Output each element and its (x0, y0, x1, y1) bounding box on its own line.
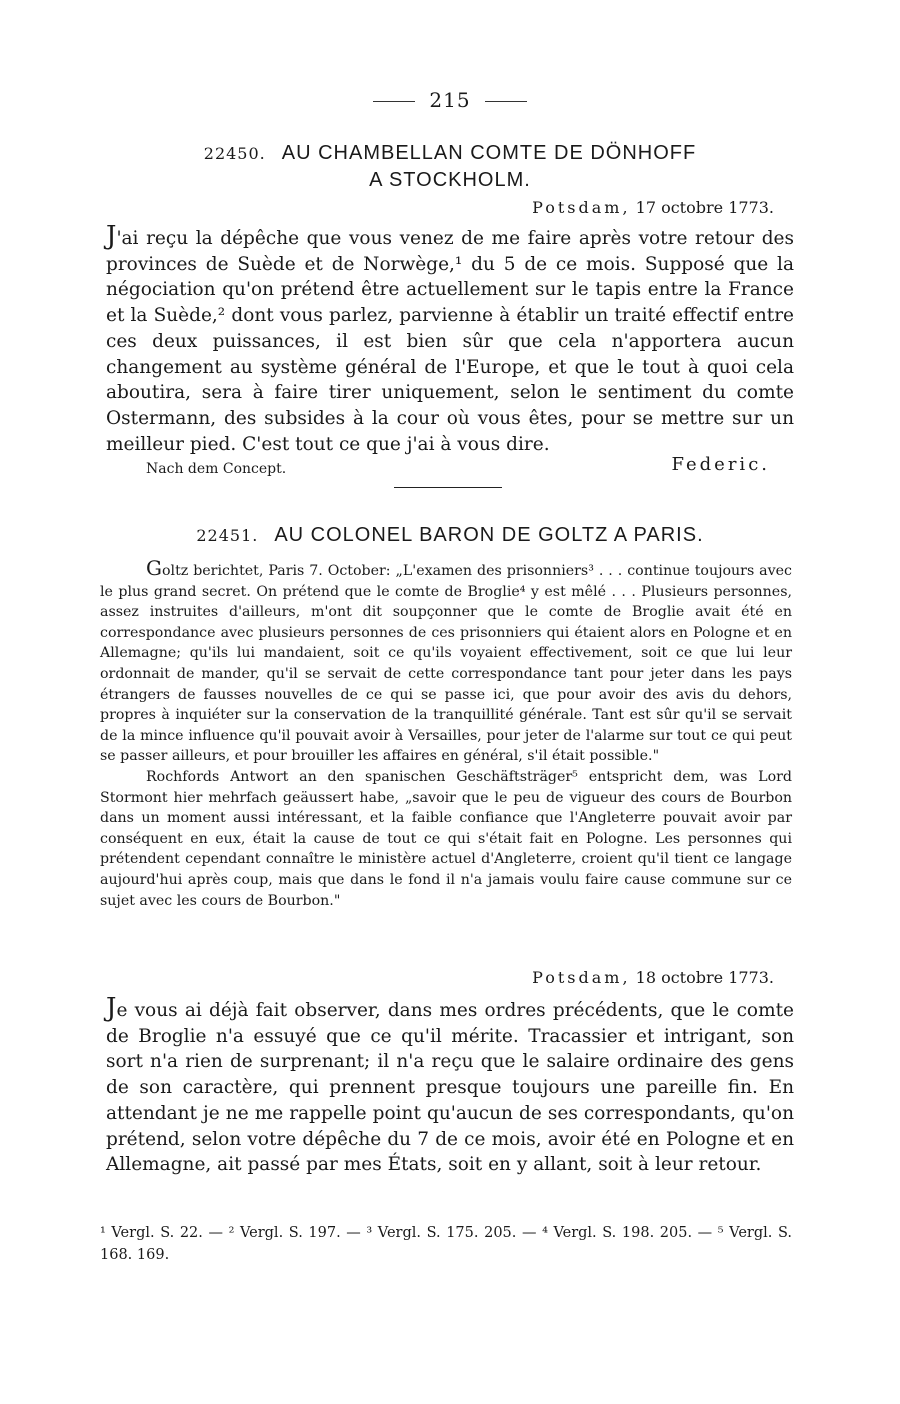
dateline-22450 (532, 198, 774, 217)
page-header (0, 88, 900, 112)
letter-title-line1: AU CHAMBELLAN COMTE DE DÖNHOFF (281, 142, 697, 164)
signature: Federic. (671, 454, 770, 475)
letter-number: 22451. (196, 526, 259, 545)
dateline-date: 17 octobre 1773. (635, 198, 774, 217)
initial-letter: J (106, 221, 117, 251)
letter-number: 22450. (203, 144, 266, 163)
summary-initial: G (146, 556, 162, 580)
letter-heading-22451 (0, 522, 900, 549)
letter-title-line2: A STOCKHOLM. (369, 169, 531, 191)
initial-letter: J (106, 993, 117, 1023)
summary-paragraph-2: Rochfords Antwort an den spanischen Geschäftsträger⁵ entspricht dem, was Lord Stormont hier mehrfach geäussert habe, „savoir que le peu de vigueur des cours de Bourbon dans un moment aussi intéressant, et la faible confiance que l'Angleterre pouvait avoir par conséquent en eux, était la cause de tout ce qui s'était fait en Pologne. Les personnes qui prétendent cependant connaître le ministère actuel d'Angleterre, croient qu'il tient ce langage aujourd'hui après coup, mais que dans le fond il n'a jamais voulu faire cause commune sur ce sujet avec les cours de Bourbon." (100, 768, 792, 909)
dateline-place: Potsdam, (532, 198, 631, 217)
summary-paragraph-1 (100, 558, 792, 767)
summary-block (100, 558, 792, 911)
header-rule-left (373, 101, 415, 102)
dateline-date: 18 octobre 1773. (635, 968, 774, 987)
letter-text: 'ai reçu la dépêche que vous venez de me faire après votre retour des provinces de Suède et de Norwège,¹ du 5 de ce mois. Supposé que la négociation qu'on prétend être actuellement sur le tapis entre la France et la Suède,² dont vous parlez, parvienne à établir un traité effectif entre ces deux puissances, il est bien sûr que cela n'apportera aucun changement au système général de l'Europe, et que le tout à quoi cela aboutira, sera à faire tirer uniquement, selon le sentiment du comte Ostermann, des subsides à la cour où vous êtes, pour se mettre sur un meilleur pied. C'est tout ce que j'ai à vous dire. (106, 228, 794, 455)
letter-heading-22450 (0, 140, 900, 193)
source-note: Nach dem Concept. (146, 461, 287, 477)
letter-body-22450 (106, 221, 794, 457)
dateline-place: Potsdam, (532, 968, 631, 987)
letter-text: e vous ai déjà fait observer, dans mes ordres précédents, que le comte de Broglie n'a essuyé que ce qu'il mérite. Tracassier et intrigant, son sort n'a rien de surprenant; il n'a reçu que le salaire ordinaire des gens de son caractère, qui prennent presque toujours une pareille fin. En attendant je ne me rappelle point qu'aucun de ses correspondants, qu'on prétend, selon votre dépêche du 7 de ce mois, avoir été en Pologne et en Allemagne, ait passé par mes États, soit en y allant, soit à leur retour. (106, 1000, 794, 1176)
letter-separator (394, 487, 502, 488)
letter-title: AU COLONEL BARON DE GOLTZ A PARIS. (274, 524, 704, 546)
footnotes: ¹ Vergl. S. 22. — ² Vergl. S. 197. — ³ Vergl. S. 175. 205. — ⁴ Vergl. S. 198. 205. — ⁵ Vergl. S. 168. 169. (100, 1225, 792, 1263)
page-number: 215 (429, 88, 471, 112)
dateline-22451 (532, 968, 774, 987)
letter-body-22451 (106, 993, 794, 1178)
header-rule-right (485, 101, 527, 102)
summary-text-1: oltz berichtet, Paris 7. October: „L'examen des prisonniers³ . . . continue toujours avec le plus grand secret. On prétend que le comte de Broglie⁴ y est mêlé . . . Plusieurs personnes, assez instruites d'ailleurs, m'ont dit soupçonner que le comte de Broglie avait été en correspondance avec plusieurs personnes de ces prisonniers qui étaient alors en Pologne et en Allemagne; qu'ils lui mandaient, soit ce qu'ils voyaient effectivement, soit ce que lui leur ordonnait de mander, qu'il se servait de cette correspondance tant pour jeter dans les pays étrangers de fausses nouvelles de ce qui se passe ici, que pour avoir des avis du dehors, propres à inquiéter sur la conservation de la tranquillité générale. Tant est sûr qu'il se servait de la mince influence qu'il pouvait avoir à Versailles, pour jeter de l'alarme sur tout ce qui peut se passer ailleurs, et pour brouiller les affaires en général, s'il était possible." (100, 563, 792, 765)
